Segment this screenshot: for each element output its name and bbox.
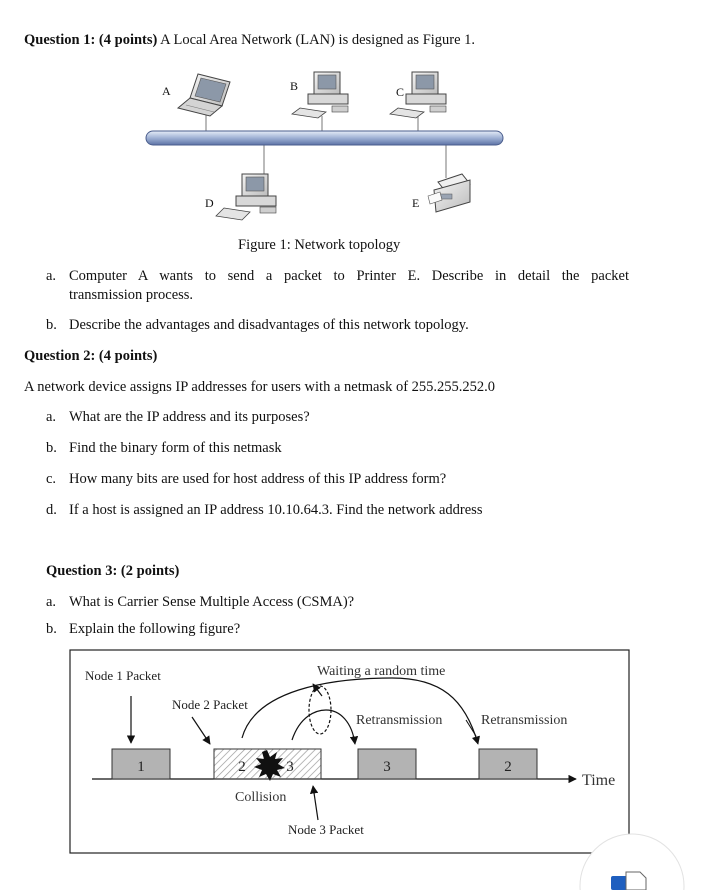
node2-retransmit-number: 2 [504, 759, 512, 775]
overlay-page-icon[interactable] [626, 872, 646, 890]
time-axis-label: Time [582, 772, 616, 789]
q2-intro: A network device assigns IP addresses for users with a netmask of 255.255.252.0 [24, 379, 496, 395]
collision-node2-number: 2 [238, 759, 246, 775]
desktop-b-icon [292, 72, 348, 118]
q3-title: Question 3: (2 points) [46, 563, 180, 579]
q3-item-a-letter: a. [46, 594, 57, 610]
csma-collision-figure [0, 640, 718, 890]
q2-item-d-letter: d. [46, 502, 57, 518]
q1-item-a-line2: transmission process. [69, 287, 194, 303]
figure-1-network-topology [140, 66, 520, 226]
q2-item-c-text: How many bits are used for host address of this IP address form? [69, 471, 447, 487]
q1-item-a-letter: a. [46, 268, 57, 284]
laptop-a-icon [178, 74, 230, 116]
label-e: E [412, 196, 420, 210]
q1-title: Question 1: (4 points) [24, 32, 158, 48]
q1-item-a-line1: Computer A wants to send a packet to Printer E. Describe in detail the packet [69, 268, 629, 284]
q2-item-b-text: Find the binary form of this netmask [69, 440, 282, 456]
q2-item-a-text: What are the IP address and its purposes? [69, 409, 310, 425]
q2-item-d-text: If a host is assigned an IP address 10.10.64.3. Find the network address [69, 502, 483, 518]
node3-retransmit-number: 3 [383, 759, 391, 775]
label-c: C [396, 85, 405, 99]
q2-item-c-letter: c. [46, 471, 57, 487]
bus-cable [146, 131, 503, 145]
node1-packet-number: 1 [137, 759, 145, 775]
q1-item-b-text: Describe the advantages and disadvantages of this network topology. [69, 317, 469, 333]
retransmission-label-2: Retransmission [481, 713, 568, 728]
q1-item-b-letter: b. [46, 317, 57, 333]
label-b: B [290, 79, 299, 93]
figure-1-caption: Figure 1: Network topology [238, 237, 401, 253]
q2-item-a-letter: a. [46, 409, 57, 425]
collision-label: Collision [235, 790, 287, 805]
q1-intro: A Local Area Network (LAN) is designed as Figure 1. [157, 32, 476, 48]
printer-e-icon [428, 174, 470, 212]
desktop-d-icon [216, 174, 276, 220]
label-a: A [162, 84, 171, 98]
node3-packet-label: Node 3 Packet [288, 822, 364, 837]
q3-item-b-text: Explain the following figure? [69, 621, 241, 637]
node2-packet-label: Node 2 Packet [172, 697, 248, 712]
retransmission-label-1: Retransmission [356, 713, 443, 728]
label-d: D [205, 196, 214, 210]
node1-packet-label: Node 1 Packet [85, 668, 161, 683]
q3-item-b-letter: b. [46, 621, 57, 637]
q1-heading [24, 32, 475, 49]
q2-item-b-letter: b. [46, 440, 57, 456]
collision-node3-number: 3 [286, 759, 294, 775]
waiting-random-time-label: Waiting a random time [317, 664, 446, 679]
q2-title: Question 2: (4 points) [24, 348, 158, 364]
q3-item-a-text: What is Carrier Sense Multiple Access (CSMA)? [69, 594, 355, 610]
